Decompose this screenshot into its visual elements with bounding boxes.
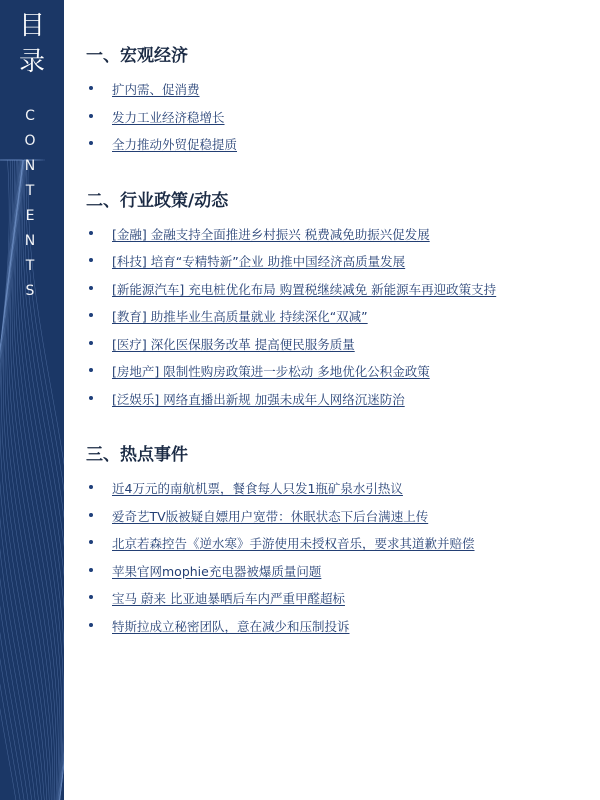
section-title: 二、行业政策/动态 xyxy=(86,190,229,211)
toc-link[interactable]: 发力工业经济稳增长 xyxy=(112,109,225,125)
list-item xyxy=(86,225,590,253)
section-title: 一、宏观经济 xyxy=(86,46,188,66)
toc-link[interactable]: 苹果官网mophie充电器被爆质量问题 xyxy=(112,563,322,579)
list-item xyxy=(86,390,590,418)
toc-link[interactable]: [新能源汽车] 充电桩优化布局 购置税继续减免 新能源车再迎政策支持 xyxy=(112,281,497,297)
list-item xyxy=(86,617,590,645)
toc-content xyxy=(86,44,590,670)
list-item xyxy=(86,108,590,136)
list-item xyxy=(86,362,590,390)
list-item xyxy=(86,80,590,108)
section-industry-policy xyxy=(86,189,590,418)
toc-subtitle: CONTENTS xyxy=(22,108,38,308)
section-item-list xyxy=(86,225,590,418)
toc-title-char: 录 xyxy=(18,47,45,77)
bullet-icon xyxy=(89,368,93,372)
bullet-icon xyxy=(89,114,93,118)
list-item xyxy=(86,280,590,308)
list-item xyxy=(86,307,590,335)
list-item xyxy=(86,335,590,363)
section-hot-events xyxy=(86,443,590,644)
toc-link[interactable]: 特斯拉成立秘密团队，意在减少和压制投诉 xyxy=(112,618,350,634)
bullet-icon xyxy=(89,141,93,145)
toc-link[interactable]: 全力推动外贸促稳提质 xyxy=(112,137,238,152)
toc-link[interactable]: 宝马 蔚来 比亚迪暴晒后车内严重甲醛超标 xyxy=(112,591,345,606)
list-item xyxy=(86,479,590,507)
bullet-icon xyxy=(89,485,93,489)
bullet-icon xyxy=(89,396,93,400)
bullet-icon xyxy=(89,623,93,627)
section-macro-economy xyxy=(86,44,590,163)
list-item xyxy=(86,507,590,535)
list-item xyxy=(86,562,590,590)
toc-link[interactable]: [教育] 助推毕业生高质量就业 持续深化“双减” xyxy=(112,309,368,324)
section-item-list xyxy=(86,479,590,644)
toc-link[interactable]: 扩内需、促消费 xyxy=(112,82,200,97)
toc-link[interactable]: 北京若森控告《逆水寒》手游使用未授权音乐，要求其道歉并赔偿 xyxy=(112,536,475,551)
bullet-icon xyxy=(89,86,93,90)
bullet-icon xyxy=(89,258,93,262)
bullet-icon xyxy=(89,568,93,572)
bullet-icon xyxy=(89,513,93,517)
toc-link[interactable]: 爱奇艺TV版被疑自嫖用户宽带：休眠状态下后台满速上传 xyxy=(112,508,429,524)
toc-link[interactable]: [房地产] 限制性购房政策进一步松动 多地优化公积金政策 xyxy=(112,364,430,379)
bullet-icon xyxy=(89,231,93,235)
list-item xyxy=(86,534,590,562)
list-item xyxy=(86,589,590,617)
toc-title xyxy=(14,8,50,80)
bullet-icon xyxy=(89,286,93,290)
toc-link[interactable]: [科技] 培育“专精特新”企业 助推中国经济高质量发展 xyxy=(112,254,406,269)
section-item-list xyxy=(86,80,590,163)
bullet-icon xyxy=(89,341,93,345)
list-item xyxy=(86,252,590,280)
toc-link[interactable]: [医疗] 深化医保服务改革 提高便民服务质量 xyxy=(112,336,355,352)
toc-title-char: 目 xyxy=(18,11,45,41)
wave-line xyxy=(0,160,20,800)
bullet-icon xyxy=(89,595,93,599)
bullet-icon xyxy=(89,540,93,544)
sidebar xyxy=(0,0,64,800)
bullet-icon xyxy=(89,313,93,317)
list-item xyxy=(86,135,590,163)
toc-link[interactable]: [金融] 金融支持全面推进乡村振兴 税费减免助振兴促发展 xyxy=(112,226,430,242)
section-title: 三、热点事件 xyxy=(86,445,188,465)
toc-link[interactable]: [泛娱乐] 网络直播出新规 加强未成年人网络沉迷防治 xyxy=(112,391,405,407)
toc-link[interactable]: 近4万元的南航机票，餐食每人只发1瓶矿泉水引热议 xyxy=(112,481,403,496)
